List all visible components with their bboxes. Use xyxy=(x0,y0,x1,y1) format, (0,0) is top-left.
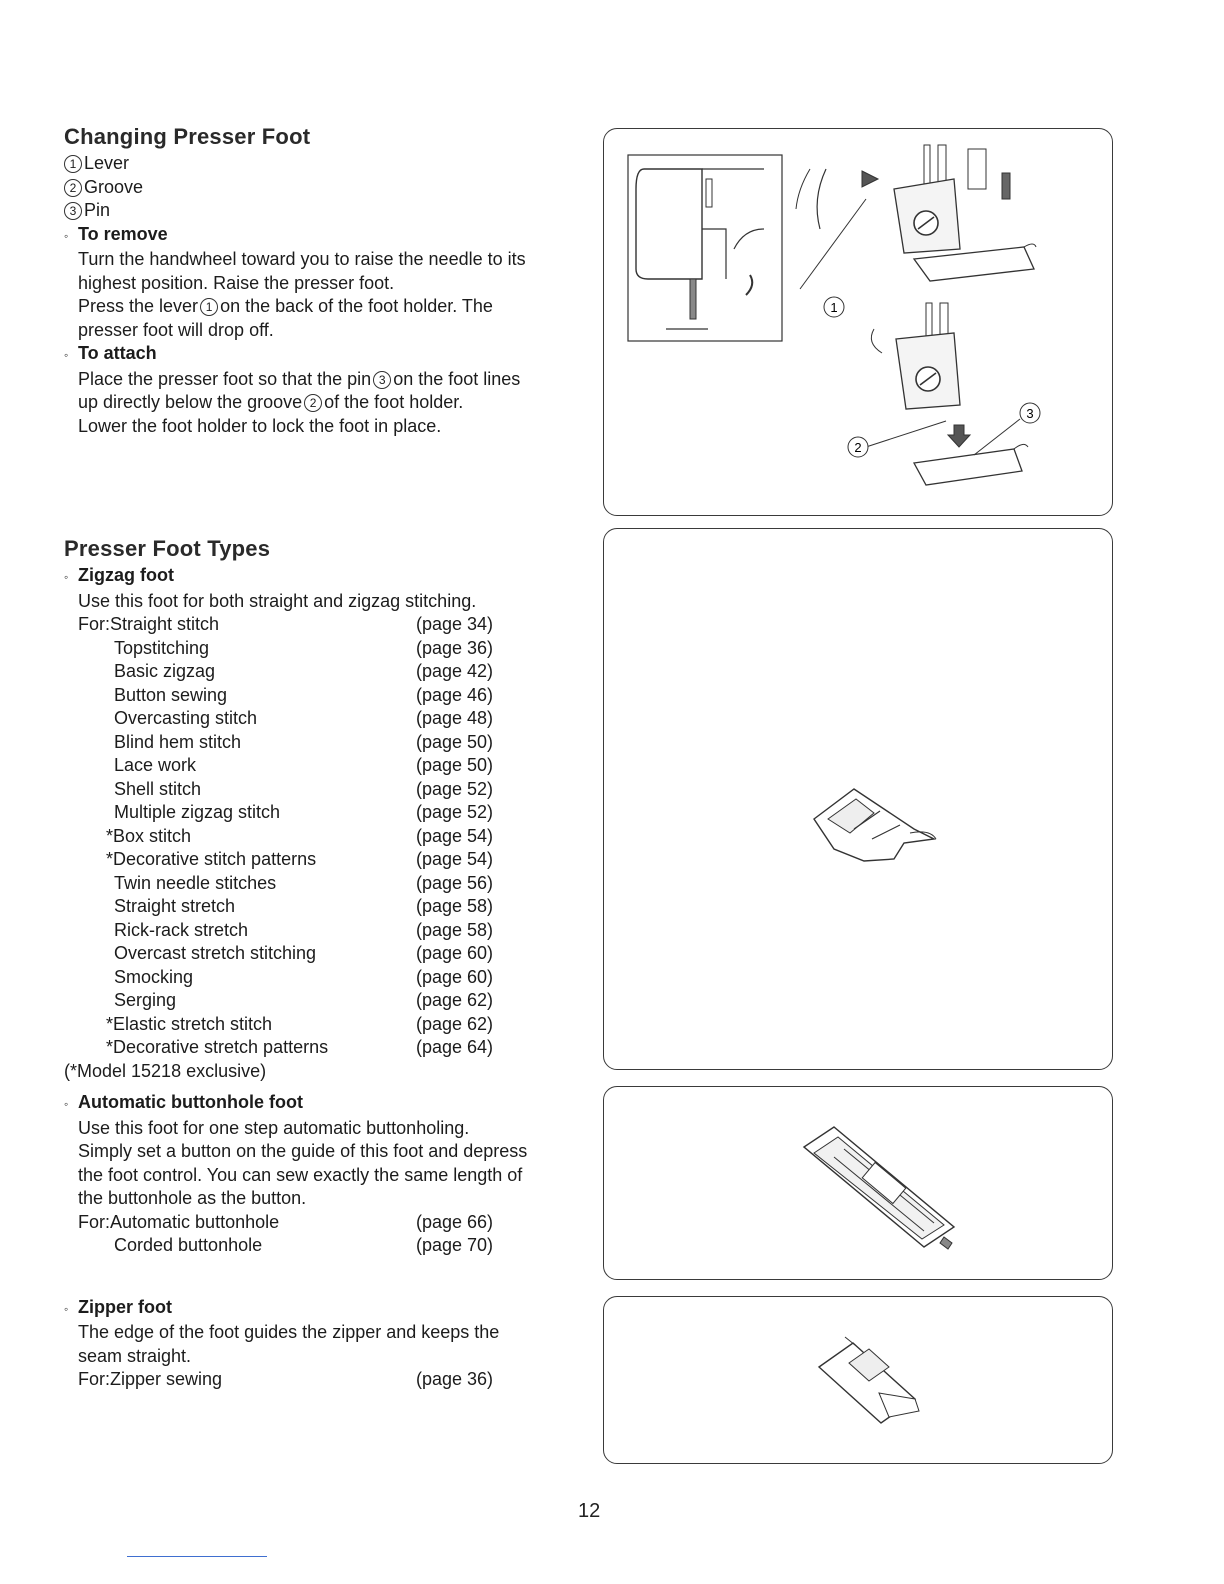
list-item: Smocking (page 60) xyxy=(114,966,494,987)
zigzag-usage-list xyxy=(64,613,584,1060)
callout-1 xyxy=(824,297,844,317)
list-item: Corded buttonhole (page 70) xyxy=(114,1235,494,1255)
list-item: Rick-rack stretch (page 58) xyxy=(114,919,494,940)
list-item: Topstitching (page 36) xyxy=(114,637,494,658)
list-item: For:Straight stitch (page 34) xyxy=(78,614,494,634)
remove-instructions: Turn the handwheel toward you to raise the needle to its highest position. Raise the presser foot. Press the lever 1 on the back of the foot holder. The presser foot will drop off. xyxy=(78,249,526,340)
section-title-types: Presser Foot Types xyxy=(64,536,271,561)
section-title-changing: Changing Presser Foot xyxy=(64,124,311,149)
list-item: Overcast stretch stitching (page 60) xyxy=(114,943,494,963)
callout-2 xyxy=(848,437,868,457)
buttonhole-foot-icon xyxy=(604,1087,1112,1279)
zipper-usage-list xyxy=(64,1368,584,1392)
list-item: Twin needle stitches (page 56) xyxy=(114,872,494,893)
changing-foot-illustration-box xyxy=(603,128,1113,516)
buttonhole-usage-list xyxy=(64,1211,584,1258)
part-pin: 3 Pin xyxy=(64,199,584,223)
attach-instructions: Place the presser foot so that the pin 3 on the foot lines up directly below the groove 2 of the foot holder. Lower the foot holder to lock the foot in place. xyxy=(78,368,521,436)
zipper-foot-icon xyxy=(604,1297,1112,1463)
presser-foot-change-diagram xyxy=(604,129,1112,515)
buttonhole-desc: Use this foot for one step automatic buttonholing. Simply set a button on the guide of this foot and depress the foot control. You can sew exactly the same length of the buttonhole as the button. xyxy=(78,1117,528,1208)
zigzag-foot-illustration-box xyxy=(603,528,1113,1070)
to-remove-heading: ◦ To remove xyxy=(64,223,168,244)
list-item: Shell stitch (page 52) xyxy=(114,778,494,799)
svg-text:3: 3 xyxy=(1026,406,1034,421)
footer-rule xyxy=(127,1556,267,1557)
list-item: *Elastic stretch stitch (page 62) xyxy=(106,1013,494,1034)
model-note: (*Model 15218 exclusive) xyxy=(64,1060,267,1081)
to-attach-heading: ◦ To attach xyxy=(64,343,157,363)
list-item: For:Automatic buttonhole (page 66) xyxy=(78,1211,494,1232)
buttonhole-foot-illustration-box xyxy=(603,1086,1113,1280)
part-lever: 1 Lever xyxy=(64,152,584,176)
zipper-desc: The edge of the foot guides the zipper and keeps the seam straight. xyxy=(78,1322,500,1366)
list-item: Overcasting stitch (page 48) xyxy=(114,708,494,728)
svg-text:2: 2 xyxy=(854,440,862,455)
list-item: *Decorative stretch patterns (page 64) xyxy=(106,1037,494,1057)
list-item: *Box stitch (page 54) xyxy=(106,825,494,846)
list-item: Serging (page 62) xyxy=(114,990,494,1010)
presser-foot-types-section xyxy=(64,536,584,1392)
buttonhole-foot-heading: ◦ Automatic buttonhole foot xyxy=(64,1092,303,1112)
part-groove: 2 Groove xyxy=(64,176,584,200)
list-item: Lace work (page 50) xyxy=(114,755,494,775)
list-item: Blind hem stitch (page 50) xyxy=(114,731,494,752)
list-item: Straight stretch (page 58) xyxy=(114,896,494,916)
list-item: Button sewing (page 46) xyxy=(114,684,494,705)
zigzag-desc: Use this foot for both straight and zigzag stitching. xyxy=(78,590,477,611)
list-item: For:Zipper sewing (page 36) xyxy=(78,1369,494,1389)
list-item: *Decorative stitch patterns (page 54) xyxy=(106,849,494,869)
zigzag-foot-heading: ◦ Zigzag foot xyxy=(64,565,174,585)
callout-3 xyxy=(1020,403,1040,423)
list-item: Multiple zigzag stitch (page 52) xyxy=(114,802,494,822)
zipper-foot-illustration-box xyxy=(603,1296,1113,1464)
zigzag-foot-icon xyxy=(604,529,1112,1069)
svg-text:1: 1 xyxy=(830,300,838,315)
zipper-foot-heading: ◦ Zipper foot xyxy=(64,1296,172,1317)
list-item: Basic zigzag (page 42) xyxy=(114,661,494,681)
page-number: 12 xyxy=(578,1500,601,1522)
changing-presser-foot-section xyxy=(64,124,584,438)
